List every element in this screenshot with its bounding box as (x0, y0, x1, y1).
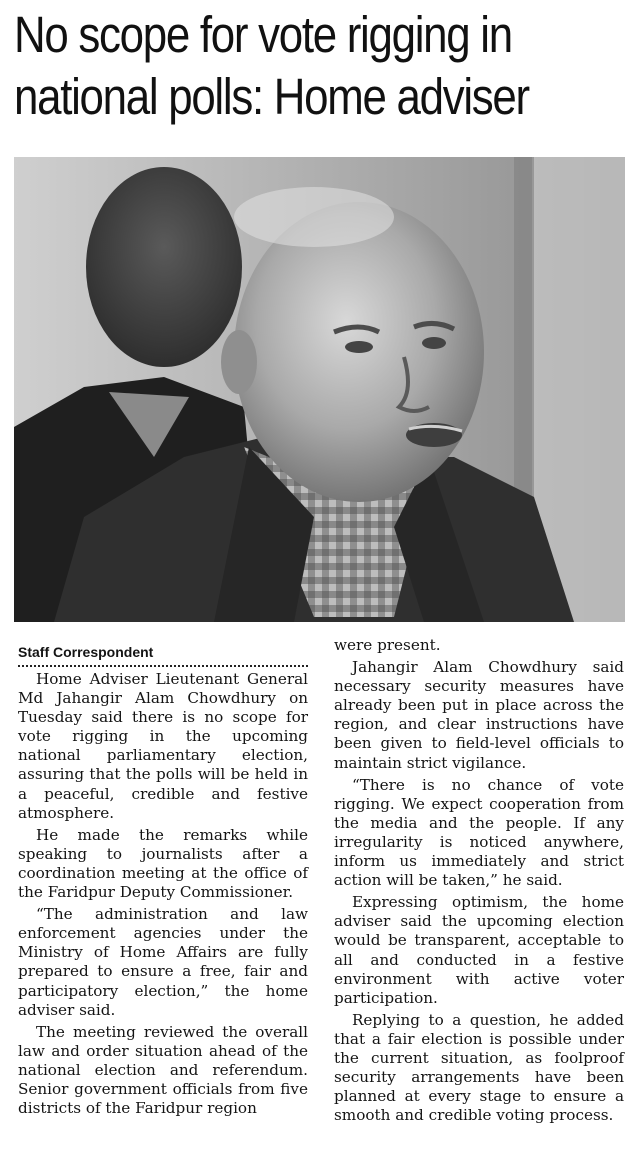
paragraph: Replying to a question, he added that a fair election is possible under the current situation, as foolproof security arrangements have been planned at every stage to ensure a smooth and credible voting process. (334, 1010, 624, 1125)
headline (14, 4, 534, 128)
paragraph: “There is no chance of vote rigging. We expect cooperation from the media and the people. If any irregularity is noticed anywhere, inform us immediately and strict action will be taken,” he said. (334, 775, 624, 890)
article-column-right (334, 636, 624, 1128)
news-photo-image (14, 157, 625, 622)
article-column-left (18, 642, 308, 1121)
headline-line-1: No scope for vote rigging in (14, 6, 512, 63)
paragraph: He made the remarks while speaking to journalists after a coordination meeting at the office of the Faridpur Deputy Commissioner. (18, 825, 308, 902)
paragraph: The meeting reviewed the overall law and order situation ahead of the national election and referendum. Senior government officials from five districts of the Faridpur region (18, 1022, 308, 1118)
paragraph: Expressing optimism, the home adviser said the upcoming election would be transparent, acceptable to all and conducted in a festive environment with active voter participation. (334, 893, 624, 1007)
paragraph: Jahangir Alam Chowdhury said necessary security measures have already been put in place across the region, and clear instructions have been given to field-level officials to maintain strict vigilance. (334, 658, 624, 772)
byline: Staff Correspondent (18, 642, 308, 667)
news-photo (14, 157, 625, 622)
headline-line-2: national polls: Home adviser (14, 68, 529, 125)
paragraph: Home Adviser Lieutenant General Md Jahangir Alam Chowdhury on Tuesday said there is no scope for vote rigging in the upcoming national parliamentary election, assuring that the polls will be held in a peaceful, credible and festive atmosphere. (18, 670, 308, 822)
paragraph-continued: were present. (334, 636, 441, 654)
paragraph: “The administration and law enforcement agencies under the Ministry of Home Affairs are fully prepared to ensure a free, fair and participatory election,” the home adviser said. (18, 905, 308, 1019)
